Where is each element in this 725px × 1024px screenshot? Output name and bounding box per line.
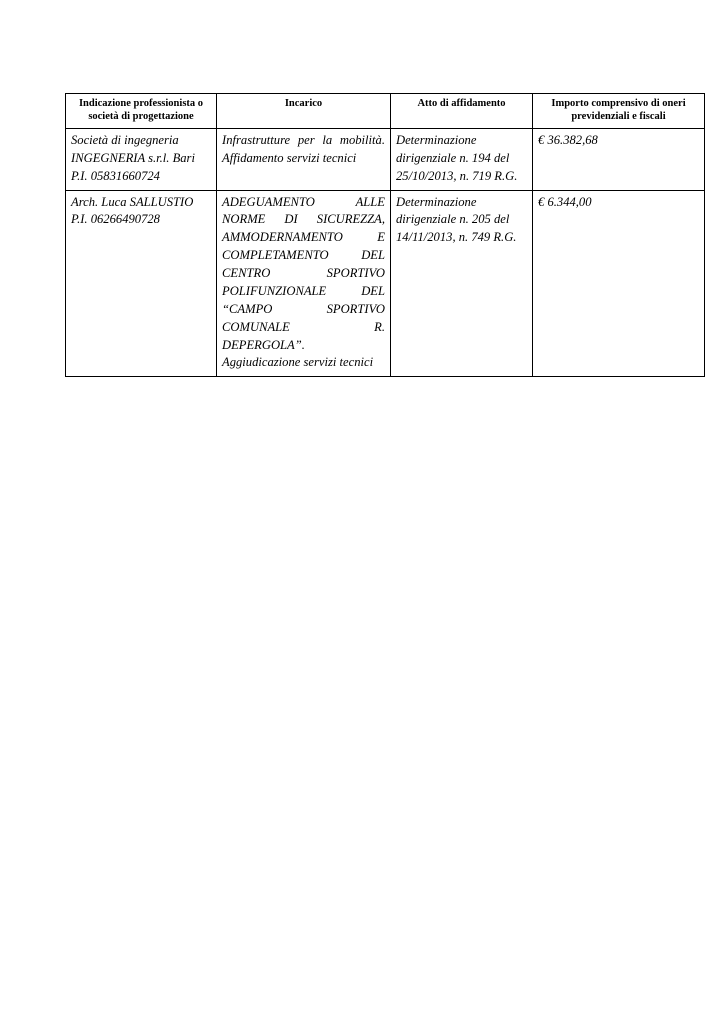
cell-importo: € 36.382,68 xyxy=(533,128,705,190)
cell-atto: Determinazione dirigenziale n. 205 del 14/11/2013, n. 749 R.G. xyxy=(391,190,533,377)
cell-atto: Determinazione dirigenziale n. 194 del 25/10/2013, n. 719 R.G. xyxy=(391,128,533,190)
table-container xyxy=(65,93,686,377)
affidamenti-table xyxy=(65,93,705,377)
header-professionista: Indicazione professionista o società di progettazione xyxy=(66,94,217,129)
table-row xyxy=(66,190,705,377)
table-header-row xyxy=(66,94,705,129)
cell-professionista: Arch. Luca SALLUSTIO P.I. 06266490728 xyxy=(66,190,217,377)
table-row xyxy=(66,128,705,190)
header-atto: Atto di affidamento xyxy=(391,94,533,129)
table-body xyxy=(66,128,705,376)
cell-incarico: ADEGUAMENTO ALLE NORME DI SICUREZZA, AMMODERNAMENTO E COMPLETAMENTO DEL CENTRO SPORTIVO POLIFUNZIONALE DEL “CAMPO SPORTIVO COMUNALE R. DEPERGOLA”. Aggiudicazione servizi tecnici xyxy=(217,190,391,377)
table-header xyxy=(66,94,705,129)
cell-professionista: Società di ingegneria INGEGNERIA s.r.l. Bari P.I. 05831660724 xyxy=(66,128,217,190)
header-incarico: Incarico xyxy=(217,94,391,129)
cell-incarico: Infrastrutture per la mobilità. Affidamento servizi tecnici xyxy=(217,128,391,190)
header-importo: Importo comprensivo di oneri previdenziali e fiscali xyxy=(533,94,705,129)
cell-importo: € 6.344,00 xyxy=(533,190,705,377)
